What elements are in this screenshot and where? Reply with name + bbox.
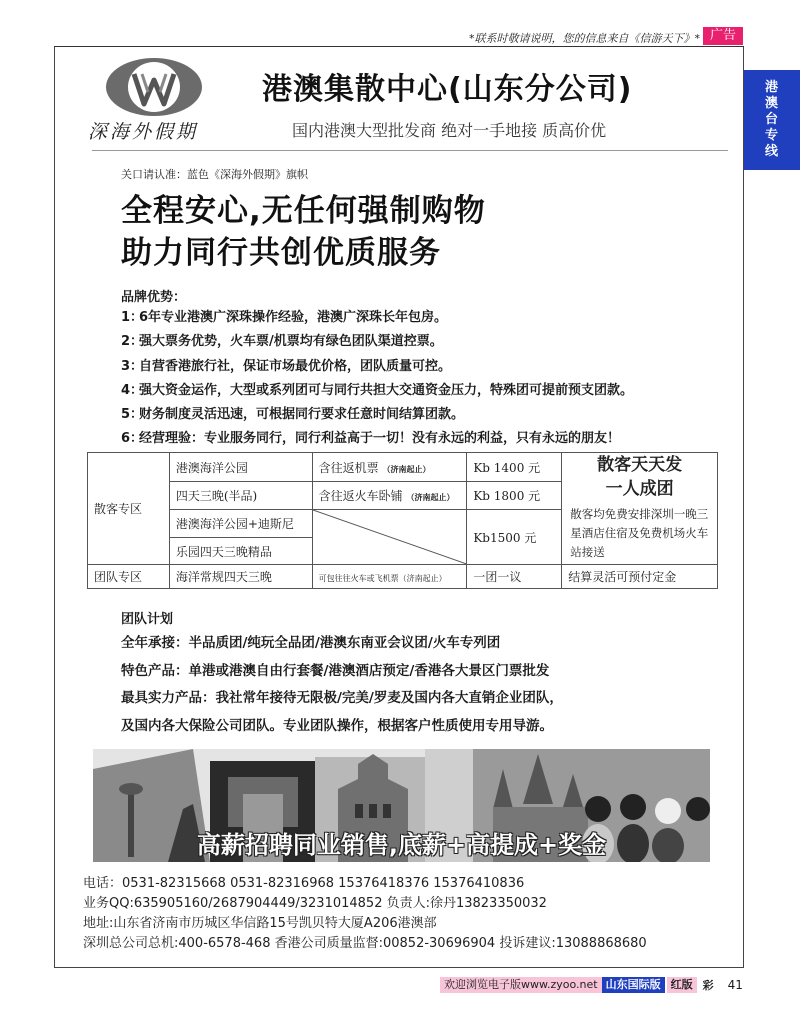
route-cell: 港澳海洋公园+迪斯尼 (169, 510, 312, 538)
team-plan-heading: 团队计划 (121, 612, 174, 627)
price-cell: Kb1500 元 (467, 510, 562, 565)
route-cell: 海洋常规四天三晚 (169, 565, 312, 589)
recruit-banner (93, 749, 710, 862)
list-item: 1：6年专业港澳广深珠操作经验，港澳广深珠长年包房。 (121, 310, 448, 325)
empty-diagonal-cell (312, 510, 467, 565)
footer-edition: 山东国际版 (602, 977, 665, 993)
route-cell: 四天三晚(半品) (169, 482, 312, 510)
contact-line: 业务QQ:635905160/2687904449/3231014852 负责人:徐丹13823350032 (83, 896, 547, 911)
side-tab-char: 台 (764, 112, 778, 127)
side-tab-char: 线 (764, 144, 778, 159)
top-divider (54, 46, 744, 47)
list-item: 特色产品：单港或港澳自由行套餐/港澳酒店预定/香港各大景区门票批发 (121, 662, 550, 679)
price-cell: Kb 1400 元 (467, 453, 562, 482)
contact-line: 深圳总公司总机:400-6578-468 香港公司质量监督:00852-30696904 投诉建议:13088868680 (83, 936, 647, 951)
slogan-line: 助力同行共创优质服务 (121, 235, 441, 271)
advantages-list (121, 306, 721, 452)
ad-tag: 广告 (703, 27, 743, 45)
list-item: 4：强大资金运作，大型或系列团可与同行共担大交通资金压力，特殊团可提前预支团款。 (121, 382, 634, 398)
option-cell: 含往返机票 （济南起止） (312, 453, 467, 482)
logo-w-icon (128, 66, 180, 110)
list-item: 全年承接：半品质团/纯玩全品团/港澳东南亚会议团/火车专列团 (121, 635, 501, 651)
list-item: 6：经营理验：专业服务同行，同行利益高于一切！没有永远的利益，只有永远的朋友！ (121, 431, 621, 447)
zone-cell: 团队专区 (88, 565, 170, 589)
footer-color-mark: 彩 (702, 979, 714, 992)
logo-text: 深海外假期 (88, 121, 199, 143)
side-tab-char: 澳 (764, 96, 778, 111)
list-item: 及国内各大保险公司团队。专业团队操作，根据客户性质使用专用导游。 (121, 717, 553, 734)
promo-title: 一人成团 (605, 479, 674, 499)
slogan-line: 全程安心,无任何强制购物 (121, 193, 486, 229)
note-cell: 结算灵活可预付定金 (562, 565, 718, 589)
option-cell: 可包往往火车或飞机票（济南起止） (312, 565, 467, 589)
contact-line: 电话：0531-82315668 0531-82316968 15376418376 15376410836 (83, 876, 525, 891)
header-divider (92, 150, 728, 151)
contact-line: 地址:山东省济南市历城区华信路15号凯贝特大厦A206港澳部 (83, 916, 437, 931)
promo-title: 散客天天发 (597, 455, 683, 475)
promo-desc: 散客均免费安排深圳一晚三星酒店住宿及免费机场火车站接送 (570, 507, 709, 559)
side-tab-char: 专 (764, 128, 778, 143)
route-cell: 港澳海洋公园 (169, 453, 312, 482)
route-cell: 乐园四天三晚精品 (169, 538, 312, 565)
footer-red-edition: 红版 (667, 977, 697, 993)
list-item: 2：强大票务优势，火车票/机票均有绿色团队渠道控票。 (121, 334, 443, 350)
advantages-heading: 品牌优势： (121, 290, 187, 305)
diagonal-line (313, 510, 467, 564)
promo-cell (562, 453, 718, 565)
list-item: 3：自营香港旅行社，保证市场最优价格，团队质量可控。 (121, 358, 452, 374)
option-cell: 含往返火车卧铺 （济南起止） (312, 482, 467, 510)
flag-note: 关口请认准：蓝色《深海外假期》旗帜 (121, 168, 308, 181)
list-item: 最具实力产品：我社常年接待无限极/完美/罗麦及国内各大直销企业团队， (121, 690, 563, 706)
company-title: 港澳集散中心(山东分公司) (262, 72, 633, 107)
list-item: 5：财务制度灵活迅速，可根据同行要求任意时间结算团款。 (121, 407, 465, 423)
price-table (87, 452, 718, 589)
contact-block (83, 874, 723, 954)
footer-browse-link[interactable]: 欢迎浏览电子版www.zyoo.net (440, 977, 602, 993)
price-cell: Kb 1800 元 (467, 482, 562, 510)
zone-cell: 散客专区 (88, 453, 170, 565)
page-footer (440, 977, 743, 993)
top-notice: *联系时敬请说明，您的信息来自《信游天下》* (469, 32, 700, 45)
side-category-tab[interactable] (743, 70, 800, 170)
side-tab-char: 港 (764, 80, 778, 95)
company-subtitle: 国内港澳大型批发商 绝对一手地接 质高价优 (292, 121, 607, 140)
banner-text: 高薪招聘同业销售,底薪+高提成+奖金 (196, 831, 607, 859)
price-cell: 一团一议 (467, 565, 562, 589)
team-plan-list (121, 630, 721, 740)
page-number: 41 (727, 978, 743, 992)
table-row (88, 453, 718, 482)
table-row (88, 565, 718, 589)
